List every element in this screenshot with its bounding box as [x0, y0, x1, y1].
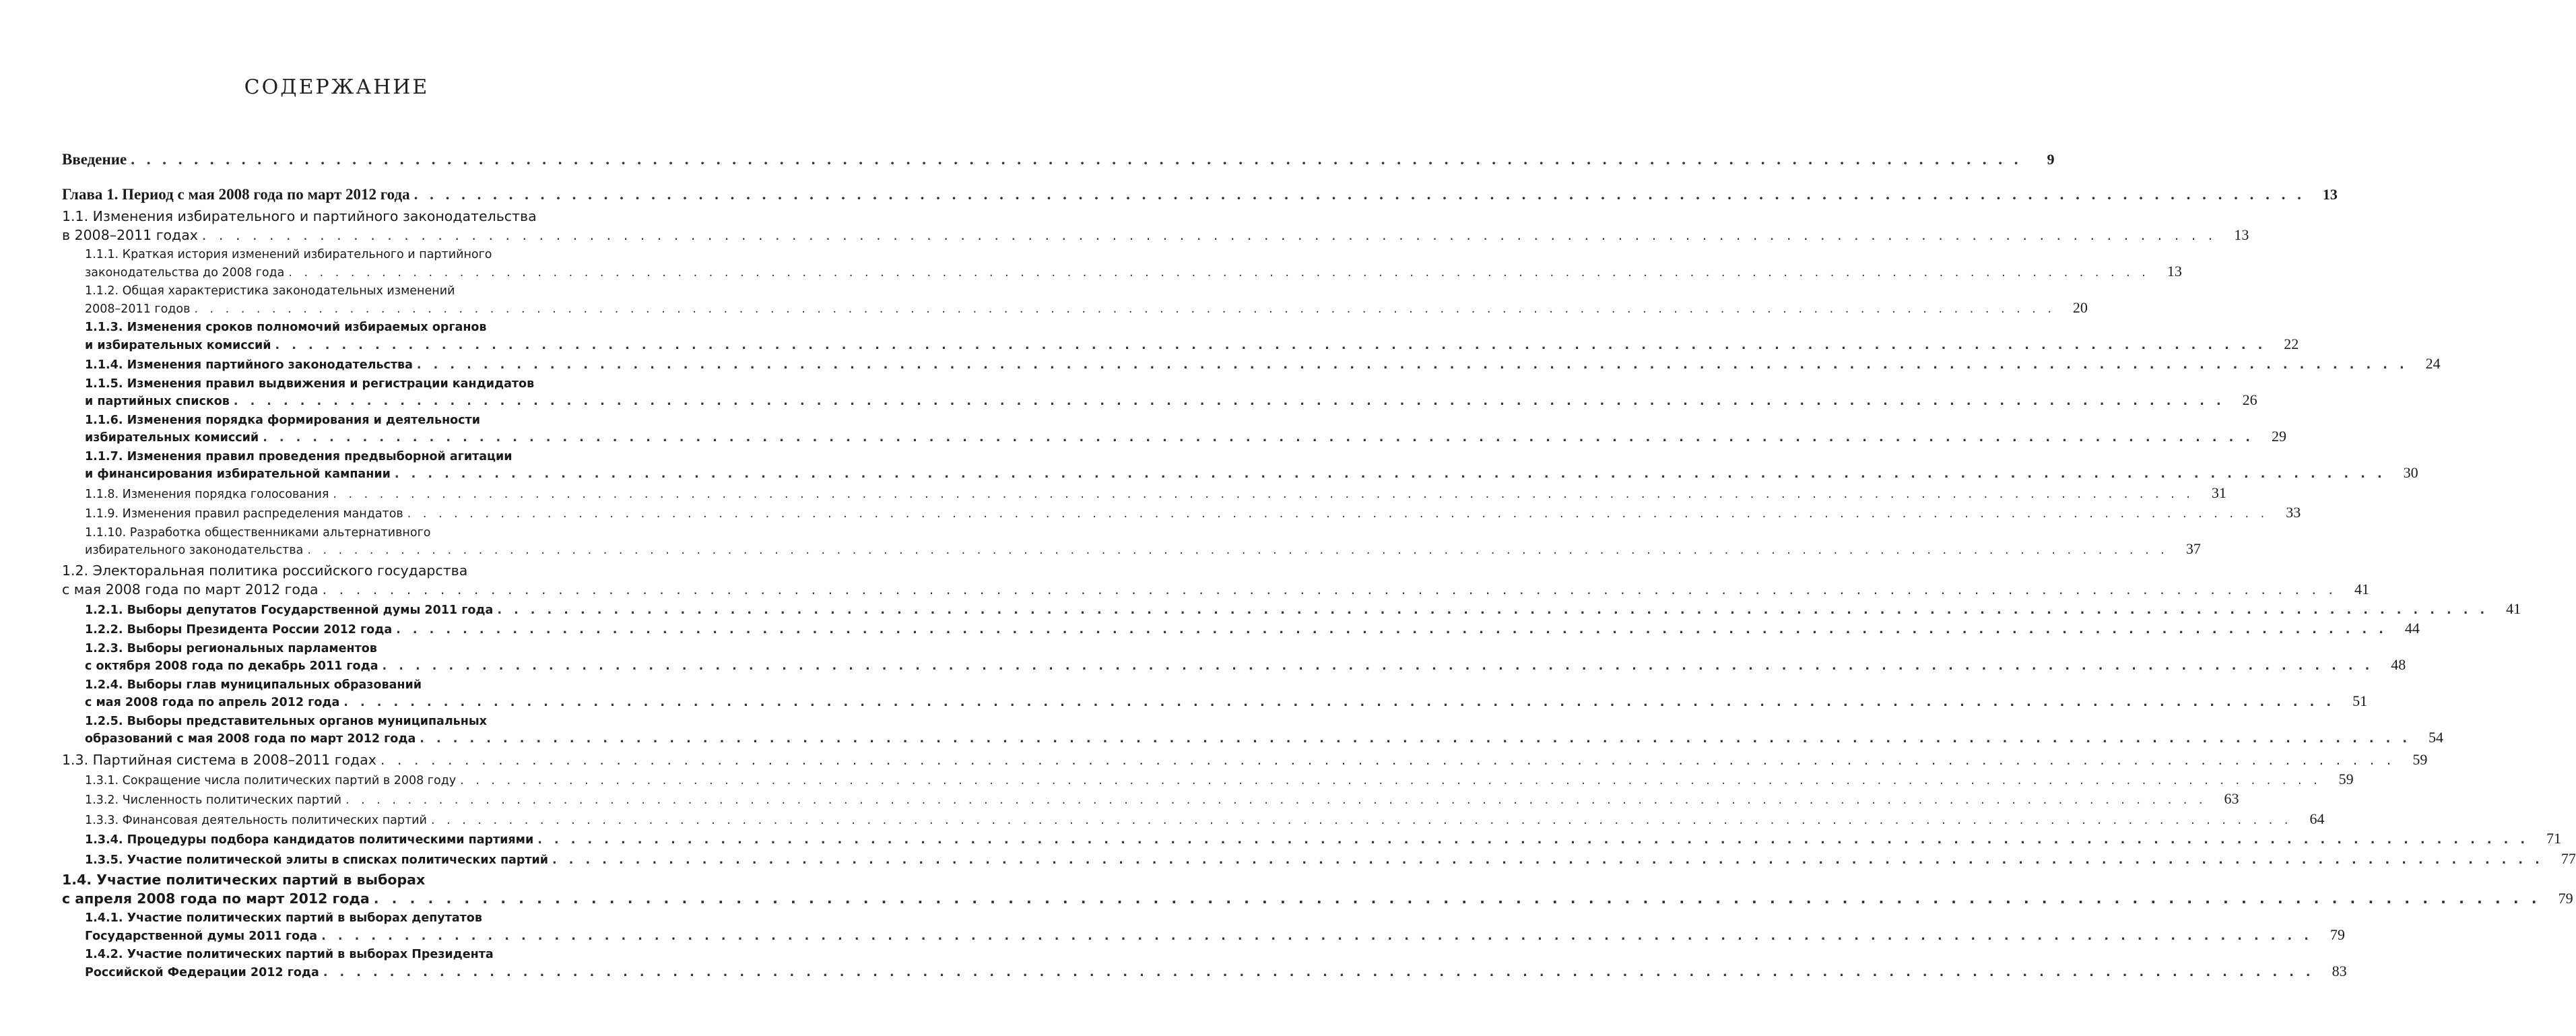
toc-entry[interactable]: [85, 484, 2226, 503]
toc-entry[interactable]: [85, 790, 2239, 809]
toc-entry-line: [85, 600, 2521, 619]
toc-entry-line: [85, 692, 2368, 711]
toc-entry[interactable]: [85, 600, 2521, 619]
page-number: 64: [2309, 810, 2325, 827]
toc-entry[interactable]: [85, 412, 2286, 447]
page-number: 31: [2211, 484, 2226, 501]
toc-entry-title: 1.3. Партийная система в 2008–2011 годах: [62, 751, 376, 768]
toc-entry[interactable]: [85, 641, 2406, 675]
toc-entry-title: с октября 2008 года по декабрь 2011 года: [85, 659, 378, 673]
dot-leader: . . . . . . . . . . . . . . . . . . . . . . . . . . . . . . . . . . . . . . . . . . . . . . . . . . . . . . . . . . . . . . . . . . . . . . . . . . . . . . . . . . . . . . . . . . . . . . . . . . . . . . . . . . . . . . . . . . . . . . . .: [323, 965, 2315, 979]
dot-leader: . . . . . . . . . . . . . . . . . . . . . . . . . . . . . . . . . . . . . . . . . . . . . . . . . . . . . . . . . . . . . . . . . . . . . . . . . . . . . . . . . . . . . . . . . . . . . . . . . . . . . . . . . . . . . . . . . . . . . . . .: [414, 186, 2305, 203]
toc-entry-title: и избирательных комиссий: [85, 338, 271, 352]
toc-entry-title-line: 1.2.4. Выборы глав муниципальных образований: [85, 678, 422, 692]
toc-entry-title: с мая 2008 года по март 2012 года: [62, 581, 319, 597]
toc-entry-title: 1.2.1. Выборы депутатов Государственной думы 2011 года: [85, 603, 494, 617]
toc-entry[interactable]: [85, 946, 2347, 981]
toc-entry[interactable]: [85, 525, 2201, 559]
dot-leader: . . . . . . . . . . . . . . . . . . . . . . . . . . . . . . . . . . . . . . . . . . . . . . . . . . . . . . . . . . . . . . . . . . . . . . . . . . . . . . . . . . . . . . . . . . . . . . . . . . . . . . . . . . . . . . . . . . . . . . . .: [201, 227, 2217, 243]
page-number: 22: [2284, 335, 2299, 352]
dot-leader: . . . . . . . . . . . . . . . . . . . . . . . . . . . . . . . . . . . . . . . . . . . . . . . . . . . . . . . . . . . . . . . . . . . . . . . . . . . . . . . . . . . . . . . . . . . . . . . . . . . . . . . . . . . . . . . . . . . . . . . .: [233, 395, 2225, 408]
toc-entry-title: 1.1.9. Изменения правил распределения мандатов: [85, 507, 403, 521]
toc-entry[interactable]: [62, 750, 2428, 769]
page-number: 54: [2429, 729, 2444, 746]
toc-entry-title-line: 1.1.1. Краткая история изменений избирательного и партийного: [85, 248, 492, 261]
toc-entry[interactable]: [85, 283, 2088, 317]
toc-entry[interactable]: [62, 871, 2573, 908]
toc-entry-line: [62, 889, 2573, 908]
dot-leader: . . . . . . . . . . . . . . . . . . . . . . . . . . . . . . . . . . . . . . . . . . . . . . . . . . . . . . . . . . . . . . . . . . . . . . . . . . . . . . . . . . . . . . . . . . . . . . . . . . . . . . . . . . . . . . . . . . . . . . . .: [394, 467, 2386, 481]
toc-entry-line: [85, 540, 2201, 559]
page-number: 77: [2561, 849, 2576, 867]
toc-entry-line: [85, 428, 2286, 447]
toc-entry-title-line: 1.1.2. Общая характеристика законодательных изменений: [85, 284, 455, 298]
dot-leader: . . . . . . . . . . . . . . . . . . . . . . . . . . . . . . . . . . . . . . . . . . . . . . . . . . . . . . . . . . . . . . . . . . . . . . . . . . . . . . . . . . . . . . . . . . . . . . . . . . . . . . . . . . . . . . . . . . . . . . . .: [343, 696, 2336, 709]
page-number: 37: [2185, 540, 2201, 557]
toc-entry-title-line: 1.4.2. Участие политических партий в выборах Президента: [85, 948, 494, 961]
toc-entry-title: Глава 1. Период с мая 2008 года по март 2012 года: [62, 186, 410, 203]
toc-entry-title: 2008–2011 годов: [85, 302, 191, 316]
toc-entry[interactable]: [85, 319, 2299, 354]
toc-entry-line: [85, 830, 2562, 849]
toc-entry-line: [62, 150, 2055, 170]
toc-entry-line: [85, 391, 2257, 410]
toc-entry-title-line: 1.4.1. Участие политических партий в выборах депутатов: [85, 911, 482, 925]
toc-entry-title: 1.3.4. Процедуры подбора кандидатов политическими партиями: [85, 833, 534, 847]
toc-entry[interactable]: [62, 185, 2338, 205]
toc-entry-line: [62, 226, 2249, 245]
page-number: 41: [2506, 600, 2521, 617]
page-number: 79: [2558, 890, 2573, 907]
toc-entry-title: 1.1.4. Изменения партийного законодательства: [85, 358, 413, 372]
page-number: 13: [2234, 226, 2249, 243]
toc-entry-line: [85, 729, 2444, 748]
toc-entry-title-line: 1.1.5. Изменения правил выдвижения и регистрации кандидатов: [85, 377, 535, 391]
dot-leader: . . . . . . . . . . . . . . . . . . . . . . . . . . . . . . . . . . . . . . . . . . . . . . . . . . . . . . . . . . . . . . . . . . . . . . . . . . . . . . . . . . . . . . . . . . . . . . . . . . . . . . . . . . . . . . . . . . . . . . . .: [407, 507, 2269, 521]
toc-entry-title: 1.3.3. Финансовая деятельность политических партий: [85, 813, 427, 827]
toc-entry[interactable]: [85, 620, 2420, 639]
toc-entry[interactable]: [85, 830, 2562, 849]
toc-entry[interactable]: [85, 713, 2444, 748]
toc-entry-line: [85, 656, 2406, 675]
toc-entry-title: 1.2.2. Выборы Президента России 2012 года: [85, 623, 393, 637]
toc-entry-title: и партийных списков: [85, 395, 230, 408]
toc-entry-title: образований с мая 2008 года по март 2012 года: [85, 732, 416, 746]
toc-entry-line: [85, 355, 2441, 374]
toc-entry-title-line: 1.1. Изменения избирательного и партийного законодательства: [62, 208, 537, 224]
dot-leader: . . . . . . . . . . . . . . . . . . . . . . . . . . . . . . . . . . . . . . . . . . . . . . . . . . . . . . . . . . . . . . . . . . . . . . . . . . . . . . . . . . . . . . . . . . . . . . . . . . . . . . . . . . . . . . . . . . . . . . . .: [345, 794, 2207, 807]
toc-entry-title-line: 1.1.6. Изменения порядка формирования и деятельности: [85, 413, 480, 427]
toc-entry-line: [85, 770, 2354, 789]
toc-entry[interactable]: [62, 562, 2370, 599]
toc-entry-title: избирательных комиссий: [85, 431, 259, 445]
dot-leader: . . . . . . . . . . . . . . . . . . . . . . . . . . . . . . . . . . . . . . . . . . . . . . . . . . . . . . . . . . . . . . . . . . . . . . . . . . . . . . . . . . . . . . . . . . . . . . . . . . . . . . . . . . . . . . . . . . . . . . . .: [333, 487, 2194, 501]
dot-leader: . . . . . . . . . . . . . . . . . . . . . . . . . . . . . . . . . . . . . . . . . . . . . . . . . . . . . . . . . . . . . . . . . . . . . . . . . . . . . . . . . . . . . . . . . . . . . . . . . . . . . . . . . . . . . . . . . . . . . . . .: [307, 544, 2169, 557]
page-number: 44: [2404, 620, 2420, 637]
toc-entry-line: [85, 810, 2325, 829]
toc-entry-title: и финансирования избирательной кампании: [85, 467, 391, 481]
dot-leader: . . . . . . . . . . . . . . . . . . . . . . . . . . . . . . . . . . . . . . . . . . . . . . . . . . . . . . . . . . . . . . . . . . . . . . . . . . . . . . . . . . . . . . . . . . . . . . . . . . . . . . . . . . . . . . . . . . . . . . . .: [131, 151, 2022, 168]
page-number: 24: [2425, 355, 2441, 372]
dot-leader: . . . . . . . . . . . . . . . . . . . . . . . . . . . . . . . . . . . . . . . . . . . . . . . . . . . . . . . . . . . . . . . . . . . . . . . . . . . . . . . . . . . . . . . . . . . . . . . . . . . . . . . . . . . . . . . . . . . . . . . .: [321, 929, 2313, 943]
dot-leader: . . . . . . . . . . . . . . . . . . . . . . . . . . . . . . . . . . . . . . . . . . . . . . . . . . . . . . . . . . . . . . . . . . . . . . . . . . . . . . . . . . . . . . . . . . . . . . . . . . . . . . . . . . . . . . . . . . . . . . . .: [552, 853, 2544, 867]
toc-entry-line: [85, 962, 2347, 981]
toc-entry[interactable]: [85, 810, 2325, 829]
toc-entry-title: 1.1.8. Изменения порядка голосования: [85, 487, 329, 501]
toc-entry-line: [85, 335, 2299, 354]
page-number: 59: [2338, 770, 2354, 787]
page-number: 29: [2271, 428, 2286, 445]
dot-leader: . . . . . . . . . . . . . . . . . . . . . . . . . . . . . . . . . . . . . . . . . . . . . . . . . . . . . . . . . . . . . . . . . . . . . . . . . . . . . . . . . . . . . . . . . . . . . . . . . . . . . . . . . . . . . . . . . . . . . . . .: [380, 751, 2396, 768]
page-number: 71: [2546, 830, 2562, 847]
toc-entry[interactable]: [85, 677, 2368, 711]
page-number: 26: [2242, 391, 2257, 408]
toc-entry-line: [85, 849, 2576, 869]
toc-entry-title-line: 1.2.5. Выборы представительных органов муниципальных: [85, 714, 487, 728]
toc-entry-title: 1.3.2. Численность политических партий: [85, 794, 341, 807]
page-number: 48: [2391, 656, 2406, 673]
dot-leader: . . . . . . . . . . . . . . . . . . . . . . . . . . . . . . . . . . . . . . . . . . . . . . . . . . . . . . . . . . . . . . . . . . . . . . . . . . . . . . . . . . . . . . . . . . . . . . . . . . . . . . . . . . . . . . . . . . . . . . . .: [497, 603, 2489, 617]
dot-leader: . . . . . . . . . . . . . . . . . . . . . . . . . . . . . . . . . . . . . . . . . . . . . . . . . . . . . . . . . . . . . . . . . . . . . . . . . . . . . . . . . . . . . . . . . . . . . . . . . . . . . . . . . . . . . . . . . . . . . . . .: [537, 833, 2530, 847]
toc-entry-title: Государственной думы 2011 года: [85, 929, 318, 943]
toc-entry-title: с мая 2008 года по апрель 2012 года: [85, 696, 340, 709]
toc-entry-line: [85, 484, 2226, 503]
dot-leader: . . . . . . . . . . . . . . . . . . . . . . . . . . . . . . . . . . . . . . . . . . . . . . . . . . . . . . . . . . . . . . . . . . . . . . . . . . . . . . . . . . . . . . . . . . . . . . . . . . . . . . . . . . . . . . . . . . . . . . . .: [275, 338, 2267, 352]
toc-entry-line: [85, 504, 2301, 523]
page-number: 13: [2322, 186, 2338, 203]
toc-entry-line: [85, 926, 2345, 945]
toc-entry-title-line: 1.1.3. Изменения сроков полномочий избираемых органов: [85, 321, 487, 334]
toc-entry-line: [62, 750, 2428, 769]
page-number: 59: [2412, 750, 2428, 768]
toc-entry-title: Введение: [62, 151, 127, 168]
dot-leader: . . . . . . . . . . . . . . . . . . . . . . . . . . . . . . . . . . . . . . . . . . . . . . . . . . . . . . . . . . . . . . . . . . . . . . . . . . . . . . . . . . . . . . . . . . . . . . . . . . . . . . . . . . . . . . . . . . . . . . . .: [322, 581, 2338, 597]
page-number: 79: [2330, 926, 2345, 943]
toc-entry[interactable]: [85, 376, 2257, 410]
toc-entry[interactable]: [85, 504, 2301, 523]
toc-entry-line: [85, 262, 2182, 282]
toc-entry[interactable]: [62, 207, 2249, 245]
page-number: 30: [2403, 464, 2418, 481]
page-number: 20: [2072, 298, 2088, 316]
toc-entry-title: Российской Федерации 2012 года: [85, 965, 319, 979]
toc-entry-title: 1.3.1. Сокращение числа политических партий в 2008 году: [85, 773, 457, 787]
page-title: СОДЕРЖАНИЕ: [244, 75, 430, 99]
dot-leader: . . . . . . . . . . . . . . . . . . . . . . . . . . . . . . . . . . . . . . . . . . . . . . . . . . . . . . . . . . . . . . . . . . . . . . . . . . . . . . . . . . . . . . . . . . . . . . . . . . . . . . . . . . . . . . . . . . . . . . . .: [420, 732, 2412, 746]
page-number: 63: [2224, 790, 2239, 807]
dot-leader: . . . . . . . . . . . . . . . . . . . . . . . . . . . . . . . . . . . . . . . . . . . . . . . . . . . . . . . . . . . . . . . . . . . . . . . . . . . . . . . . . . . . . . . . . . . . . . . . . . . . . . . . . . . . . . . . . . . . . . . .: [263, 431, 2254, 445]
toc-entry-title-line: 1.2. Электоральная политика российского государства: [62, 562, 468, 579]
toc-entry[interactable]: [85, 849, 2576, 869]
toc-entry-title-line: 1.2.3. Выборы региональных парламентов: [85, 641, 377, 655]
page-number: 41: [2354, 580, 2370, 597]
toc-entry-line: [85, 464, 2418, 483]
toc-entry-line: [85, 790, 2239, 809]
toc-entry[interactable]: [85, 355, 2441, 374]
page-number: 13: [2167, 262, 2182, 280]
dot-leader: . . . . . . . . . . . . . . . . . . . . . . . . . . . . . . . . . . . . . . . . . . . . . . . . . . . . . . . . . . . . . . . . . . . . . . . . . . . . . . . . . . . . . . . . . . . . . . . . . . . . . . . . . . . . . . . . . . . . . . . .: [396, 623, 2387, 637]
table-of-contents: [62, 150, 2576, 981]
toc-entry-title: законодательства до 2008 года: [85, 265, 285, 280]
page-number: 51: [2352, 692, 2368, 709]
toc-entry[interactable]: [85, 910, 2345, 944]
toc-entry[interactable]: [62, 150, 2055, 170]
dot-leader: . . . . . . . . . . . . . . . . . . . . . . . . . . . . . . . . . . . . . . . . . . . . . . . . . . . . . . . . . . . . . . . . . . . . . . . . . . . . . . . . . . . . . . . . . . . . . . . . . . . . . . . . . . . . . . . . . . . . . . . .: [288, 265, 2150, 280]
dot-leader: . . . . . . . . . . . . . . . . . . . . . . . . . . . . . . . . . . . . . . . . . . . . . . . . . . . . . . . . . . . . . . . . . . . . . . . . . . . . . . . . . . . . . . . . . . . . . . . . . . . . . . . . . . . . . . . . . . . . . . . .: [460, 773, 2321, 787]
toc-entry-title: 1.3.5. Участие политической элиты в списках политических партий: [85, 853, 549, 867]
dot-leader: . . . . . . . . . . . . . . . . . . . . . . . . . . . . . . . . . . . . . . . . . . . . . . . . . . . . . . . . . . . . . . . . . . . . . . . . . . . . . . . . . . . . . . . . . . . . . . . . . . . . . . . . . . . . . . . . . . . . . . . .: [194, 302, 2055, 316]
toc-entry[interactable]: [85, 770, 2354, 789]
toc-entry-line: [62, 580, 2370, 599]
toc-entry-line: [85, 298, 2088, 318]
dot-leader: . . . . . . . . . . . . . . . . . . . . . . . . . . . . . . . . . . . . . . . . . . . . . . . . . . . . . . . . . . . . . . . . . . . . . . . . . . . . . . . . . . . . . . . . . . . . . . . . . . . . . . . . . . . . . . . . . . . . . . . .: [430, 813, 2292, 827]
dot-leader: . . . . . . . . . . . . . . . . . . . . . . . . . . . . . . . . . . . . . . . . . . . . . . . . . . . . . . . . . . . . . . . . . . . . . . . . . . . . . . . . . . . . . . . . . . . . . . . . . . . . . . . . . . . . . . . . . . . . . . . .: [416, 358, 2408, 372]
toc-entry-line: [62, 185, 2338, 205]
page-number: 9: [2047, 151, 2055, 168]
page-number: 33: [2286, 504, 2301, 521]
toc-entry-title-line: 1.4. Участие политических партий в выборах: [62, 872, 426, 888]
page-number: 83: [2332, 962, 2347, 979]
dot-leader: . . . . . . . . . . . . . . . . . . . . . . . . . . . . . . . . . . . . . . . . . . . . . . . . . . . . . . . . . . . . . . . . . . . . . . . . . . . . . . . . . . . . . . . . . . . . . . . . . . . . . . . . . . . . . . . . . . . . . . . .: [382, 659, 2374, 673]
toc-entry-title-line: 1.1.7. Изменения правил проведения предвыборной агитации: [85, 449, 513, 463]
toc-entry-title: в 2008–2011 годах: [62, 227, 198, 243]
toc-entry[interactable]: [85, 449, 2418, 483]
dot-leader: . . . . . . . . . . . . . . . . . . . . . . . . . . . . . . . . . . . . . . . . . . . . . . . . . . . . . . . . . . . . . . . . . . . . . . . . . . . . . . . . . . . . . . . . . . . . . . . . . . . . . . . . . . . . . . . . . . . . . . . .: [373, 891, 2541, 907]
toc-entry-title: с апреля 2008 года по март 2012 года: [62, 891, 370, 907]
toc-entry-title: избирательного законодательства: [85, 544, 304, 557]
toc-entry-line: [85, 620, 2420, 639]
toc-entry[interactable]: [85, 247, 2182, 281]
toc-entry-title-line: 1.1.10. Разработка общественниками альтернативного: [85, 525, 431, 540]
